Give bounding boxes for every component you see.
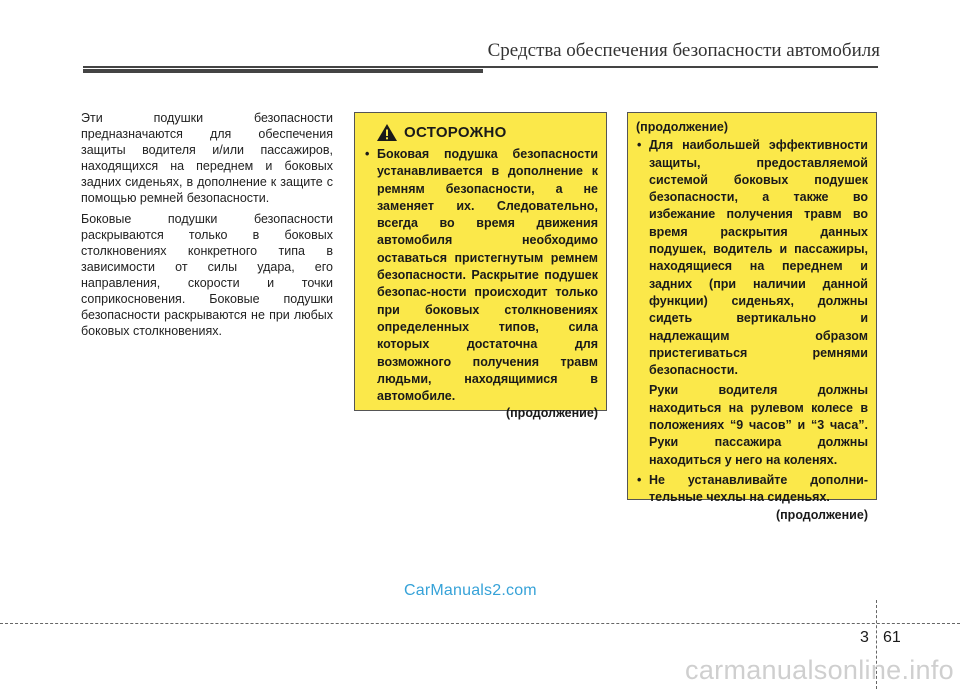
warning-header bbox=[376, 123, 598, 142]
carmanuals-watermark: CarManuals2.com bbox=[404, 582, 537, 599]
warning-triangle-icon bbox=[376, 123, 398, 142]
page-number: 61 bbox=[883, 629, 901, 646]
chapter-number: 3 bbox=[860, 629, 869, 646]
warning-bullet: • Боковая подушка безопасности устанавливается в дополнение к ремням безопасности, а не заменяет их. Следовательно, всегда во время движения автомобиля необходимо оставаться пристегнутым ремнем безопасности. Раскрытие подушек безопас-ности происходит только при боковых столкновениях определенных типов, сила которых достаточна для возможного получения травм людьми, находящимися в автомобиле. bbox=[364, 146, 598, 405]
continuation-bullet-1-sub: Руки водителя должны находиться на рулевом колесе в положениях “9 часов” и “3 часа”. Руки пассажира должны находиться у него на коленях. bbox=[649, 383, 868, 467]
continued-from-label: (продолжение) bbox=[636, 120, 729, 134]
body-paragraph-2: Боковые подушки безопасности раскрываются только в боковых столкновениях конкретного типа в зависимости от силы удара, его направления, скорости и точки соприкосновения. Боковые подушки безопасности раскрываются не при любых боковых столкновениях. bbox=[81, 212, 333, 338]
body-paragraph-1: Эти подушки безопасности предназначаются для обеспечения защиты водителя и/или пассажиров, находящихся на переднем и боковых задних сиденьях, в дополнение к защите с помощью ремней безопасности. bbox=[81, 111, 333, 205]
continuation-box bbox=[627, 112, 877, 522]
continued-label: (продолжение) bbox=[775, 507, 868, 522]
warning-title: ОСТОРОЖНО bbox=[404, 123, 507, 141]
header-rule-accent bbox=[83, 69, 483, 73]
header-rule bbox=[83, 66, 878, 68]
section-title: Средства обеспечения безопасности автомобиля bbox=[487, 40, 880, 61]
footer-rule bbox=[0, 623, 960, 624]
body-text-column bbox=[81, 110, 333, 344]
continuation-bullet-1: • Для наибольшей эффективности защиты, предоставляемой системой боковых подушек безопасности, а также во избежание получения травм во время раскрытия данных подушек, водитель и пассажиры, находящиеся на переднем и задних (при наличии данной функции) сиденьях, должны сидеть вертикально и надлежащим образом пристегиваться ремнями безопасности. bbox=[636, 137, 868, 379]
continuation-bullet-2: • Не устанавливайте дополни-тельные чехлы на сиденьях. bbox=[636, 472, 868, 507]
carmanualsonline-watermark: carmanualsonline.info bbox=[685, 655, 954, 685]
warning-box bbox=[354, 112, 607, 421]
continued-label: (продолжение) bbox=[505, 406, 598, 421]
